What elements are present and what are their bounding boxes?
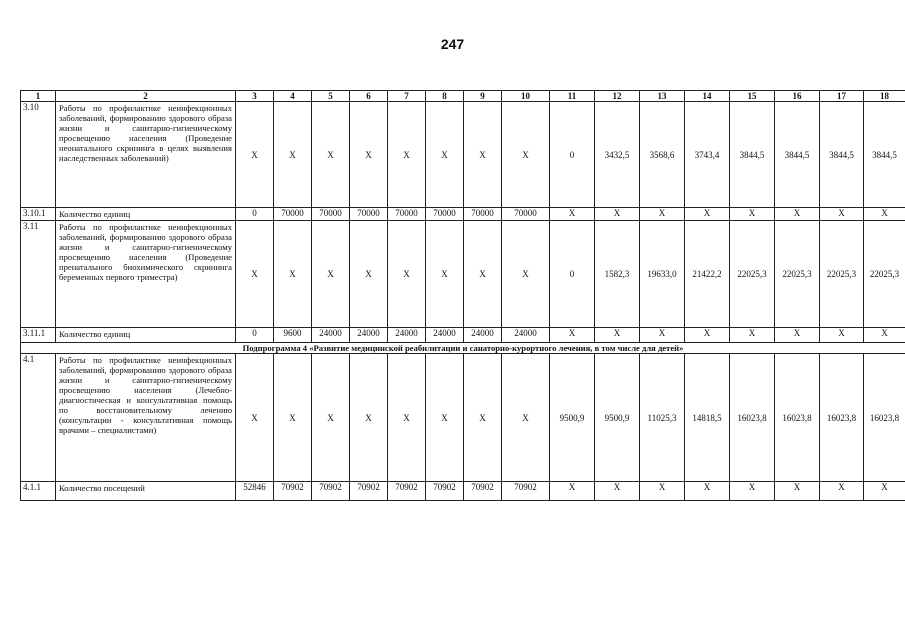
value-cell: X [640, 208, 685, 221]
value-cell: X [274, 102, 312, 208]
header-row [21, 91, 905, 102]
value-cell: X [464, 102, 502, 208]
row-description: Работы по профилактике неинфекционных заболеваний, формированию здорового образа жизни и санитарно-гигиеническому просвещению населения (Проведение неонатального скрининга в целях выявления наследственных заболеваний) [56, 102, 236, 208]
value-cell: 24000 [502, 328, 550, 343]
value-cell: X [595, 482, 640, 501]
value-cell: X [312, 354, 350, 482]
value-cell: 11025,3 [640, 354, 685, 482]
value-cell: X [426, 102, 464, 208]
row-number: 3.10 [21, 102, 56, 208]
table-row [21, 482, 905, 501]
value-cell: 16023,8 [775, 354, 820, 482]
value-cell: X [820, 328, 864, 343]
column-header: 10 [502, 91, 550, 102]
value-cell: 3844,5 [864, 102, 905, 208]
value-cell: 70902 [350, 482, 388, 501]
column-header: 1 [21, 91, 56, 102]
value-cell: X [595, 328, 640, 343]
row-number: 3.11 [21, 221, 56, 328]
table-row [21, 208, 905, 221]
value-cell: 16023,8 [864, 354, 905, 482]
value-cell: 3844,5 [775, 102, 820, 208]
value-cell: X [730, 482, 775, 501]
value-cell: 0 [236, 208, 274, 221]
value-cell: 16023,8 [730, 354, 775, 482]
value-cell: X [502, 221, 550, 328]
table-row [21, 328, 905, 343]
value-cell: 9600 [274, 328, 312, 343]
row-description: Работы по профилактике неинфекционных заболеваний, формированию здорового образа жизни и санитарно-гигиеническому просвещению населения (Проведение пренатального биохимического скрининга беременных первого триместра) [56, 221, 236, 328]
column-header: 13 [640, 91, 685, 102]
value-cell: 70000 [350, 208, 388, 221]
column-header: 9 [464, 91, 502, 102]
value-cell: 3743,4 [685, 102, 730, 208]
value-cell: 22025,3 [864, 221, 905, 328]
value-cell: 19633,0 [640, 221, 685, 328]
column-header: 14 [685, 91, 730, 102]
value-cell: 16023,8 [820, 354, 864, 482]
table-row [21, 221, 905, 328]
value-cell: 24000 [426, 328, 464, 343]
column-header: 11 [550, 91, 595, 102]
value-cell: 3568,6 [640, 102, 685, 208]
value-cell: 9500,9 [550, 354, 595, 482]
value-cell: X [274, 221, 312, 328]
value-cell: 14818,5 [685, 354, 730, 482]
value-cell: X [730, 328, 775, 343]
column-header: 3 [236, 91, 274, 102]
value-cell: 1582,3 [595, 221, 640, 328]
budget-table [20, 90, 905, 501]
column-header: 8 [426, 91, 464, 102]
value-cell: 70000 [502, 208, 550, 221]
value-cell: X [388, 354, 426, 482]
value-cell: 0 [236, 328, 274, 343]
column-header: 16 [775, 91, 820, 102]
value-cell: X [550, 482, 595, 501]
value-cell: X [236, 354, 274, 482]
value-cell: X [864, 208, 905, 221]
value-cell: X [640, 482, 685, 501]
value-cell: X [426, 221, 464, 328]
value-cell: X [595, 208, 640, 221]
value-cell: X [236, 102, 274, 208]
value-cell: 70902 [426, 482, 464, 501]
column-header: 6 [350, 91, 388, 102]
value-cell: X [350, 354, 388, 482]
value-cell: 70000 [426, 208, 464, 221]
value-cell: X [350, 102, 388, 208]
value-cell: X [350, 221, 388, 328]
value-cell: 70000 [274, 208, 312, 221]
value-cell: X [550, 328, 595, 343]
value-cell: 3844,5 [820, 102, 864, 208]
value-cell: X [730, 208, 775, 221]
value-cell: 52846 [236, 482, 274, 501]
value-cell: 3432,5 [595, 102, 640, 208]
value-cell: 70000 [312, 208, 350, 221]
value-cell: X [685, 208, 730, 221]
value-cell: 24000 [388, 328, 426, 343]
row-number: 4.1 [21, 354, 56, 482]
value-cell: 24000 [464, 328, 502, 343]
value-cell: X [685, 328, 730, 343]
subprogram-title: Подпрограмма 4 «Развитие медицинской реабилитации и санаторно-курортного лечения, в том числе для детей» [21, 343, 905, 354]
table-row [21, 102, 905, 208]
row-description: Количество единиц [56, 328, 236, 343]
value-cell: X [864, 482, 905, 501]
value-cell: 0 [550, 221, 595, 328]
value-cell: X [864, 328, 905, 343]
value-cell: 70000 [388, 208, 426, 221]
column-header: 18 [864, 91, 905, 102]
value-cell: 0 [550, 102, 595, 208]
row-description: Работы по профилактике неинфекционных заболеваний, формированию здорового образа жизни и санитарно-гигиеническому просвещению населения (Лечебно-диагностическая и консультативная помощь по восстановительному лечению (консультации - консультативная помощь врачами – специалистами) [56, 354, 236, 482]
value-cell: 22025,3 [775, 221, 820, 328]
value-cell: X [820, 208, 864, 221]
column-header: 15 [730, 91, 775, 102]
value-cell: X [274, 354, 312, 482]
row-number: 4.1.1 [21, 482, 56, 501]
value-cell: X [775, 208, 820, 221]
value-cell: 9500,9 [595, 354, 640, 482]
row-number: 3.11.1 [21, 328, 56, 343]
column-header: 4 [274, 91, 312, 102]
value-cell: 24000 [312, 328, 350, 343]
row-number: 3.10.1 [21, 208, 56, 221]
subprogram-row [21, 343, 905, 354]
value-cell: 70902 [502, 482, 550, 501]
value-cell: 22025,3 [820, 221, 864, 328]
column-header: 2 [56, 91, 236, 102]
column-header: 12 [595, 91, 640, 102]
table-row [21, 354, 905, 482]
value-cell: 70000 [464, 208, 502, 221]
value-cell: X [464, 221, 502, 328]
page-number: 247 [440, 36, 465, 52]
value-cell: X [464, 354, 502, 482]
value-cell: X [388, 102, 426, 208]
value-cell: X [502, 354, 550, 482]
row-description: Количество посещений [56, 482, 236, 501]
value-cell: X [312, 102, 350, 208]
value-cell: X [426, 354, 464, 482]
value-cell: 70902 [274, 482, 312, 501]
value-cell: X [550, 208, 595, 221]
value-cell: 22025,3 [730, 221, 775, 328]
value-cell: X [775, 328, 820, 343]
value-cell: X [775, 482, 820, 501]
column-header: 7 [388, 91, 426, 102]
value-cell: 24000 [350, 328, 388, 343]
value-cell: X [236, 221, 274, 328]
row-description: Количество единиц [56, 208, 236, 221]
value-cell: X [312, 221, 350, 328]
value-cell: 3844,5 [730, 102, 775, 208]
value-cell: X [820, 482, 864, 501]
value-cell: X [388, 221, 426, 328]
value-cell: X [685, 482, 730, 501]
value-cell: 70902 [388, 482, 426, 501]
value-cell: 70902 [312, 482, 350, 501]
value-cell: X [640, 328, 685, 343]
value-cell: X [502, 102, 550, 208]
column-header: 17 [820, 91, 864, 102]
value-cell: 21422,2 [685, 221, 730, 328]
column-header: 5 [312, 91, 350, 102]
value-cell: 70902 [464, 482, 502, 501]
